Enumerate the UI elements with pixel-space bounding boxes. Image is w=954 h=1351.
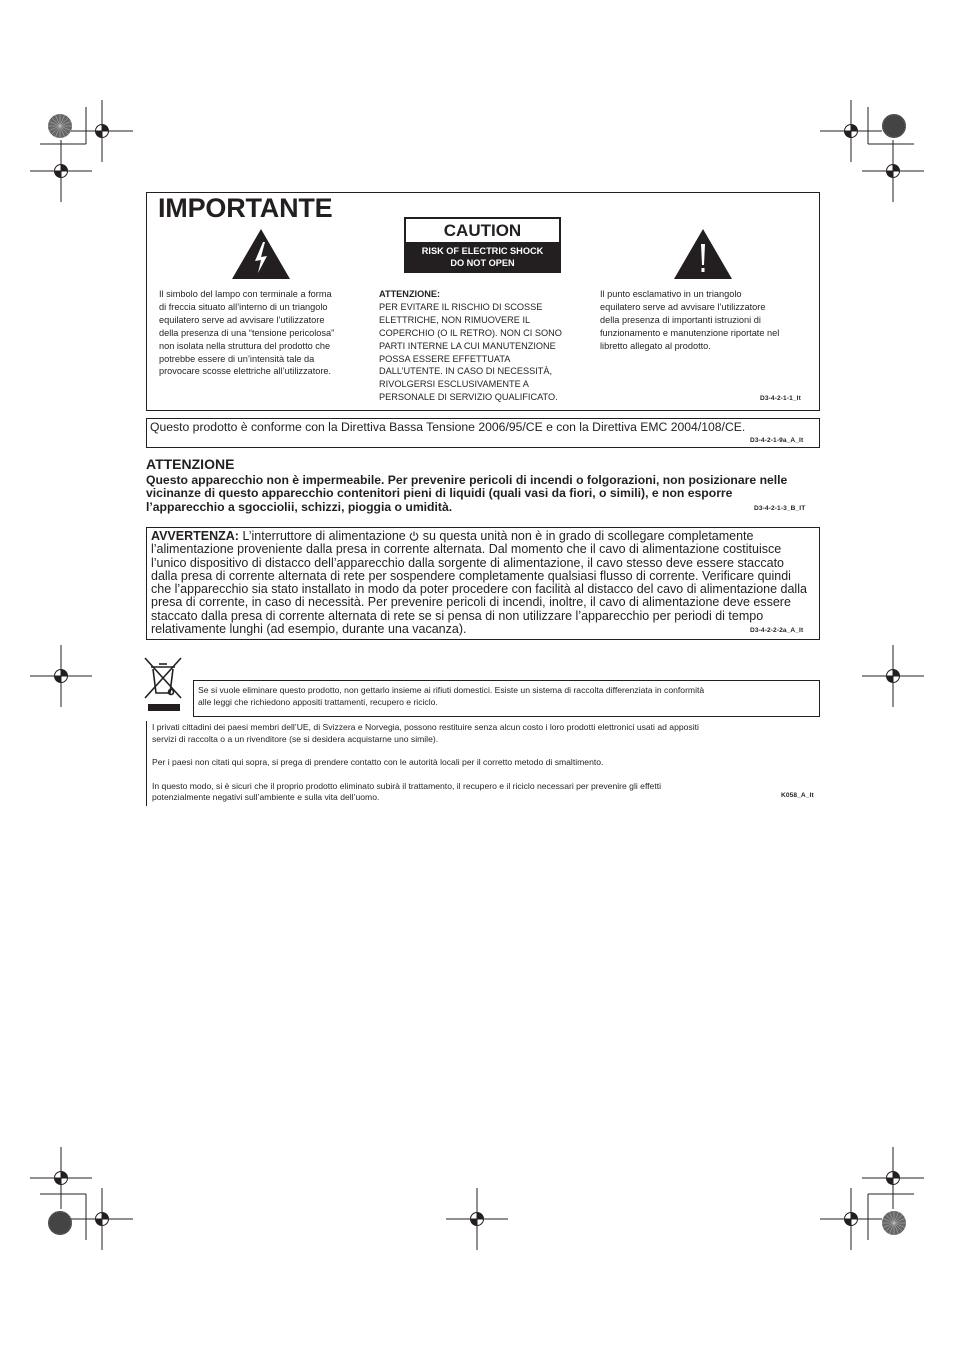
text-line: DALL’UTENTE. IN CASO DI NECESSITÀ, bbox=[379, 366, 553, 377]
reference-code: D3-4-2-1-3_B_IT bbox=[754, 505, 806, 512]
caution-heading: CAUTION bbox=[443, 221, 522, 240]
disposal-note bbox=[198, 685, 818, 708]
text-line: provocare scosse elettriche all’utilizzatore. bbox=[159, 366, 332, 377]
avvertenza-first-line bbox=[151, 530, 817, 543]
reference-code: D3-4-2-1-9a_A_It bbox=[750, 437, 804, 444]
caution-description bbox=[379, 288, 589, 404]
text-line: PARTI INTERNE LA CUI MANUTENZIONE bbox=[379, 340, 556, 351]
text-line: Se si vuole eliminare questo prodotto, non gettarlo insieme ai rifiuti domestici. Esiste un sistema di raccolta differenziata in conformità bbox=[198, 685, 705, 695]
text-line: Il simbolo del lampo con terminale a forma bbox=[159, 289, 332, 299]
disposal-text bbox=[152, 722, 820, 804]
reference-code: D3-4-2-2-2a_A_It bbox=[750, 627, 804, 634]
disposal-paragraph-1 bbox=[152, 722, 820, 745]
reference-code: K058_A_It bbox=[781, 792, 814, 799]
text-line: non isolata nella struttura del prodotto che bbox=[159, 340, 331, 351]
disposal-divider bbox=[146, 721, 147, 806]
text-line: servizi di raccolta o a un rivenditore (se si desidera acquistarne uno simile). bbox=[152, 733, 439, 744]
attenzione-text bbox=[146, 474, 826, 514]
text-line: I privati cittadini dei paesi membri dell’UE, di Svizzera e Norvegia, possono restituire senza alcun costo i loro prodotti elettronici usati ad appositi bbox=[152, 722, 699, 732]
text-line: equilatero serve ad avvisare l’utilizzatore bbox=[600, 301, 766, 312]
text-line: della presenza di importanti istruzioni di bbox=[600, 314, 761, 325]
text-line: POSSA ESSERE EFFETTUATA bbox=[379, 353, 511, 364]
text-line: PER EVITARE IL RISCHIO DI SCOSSE bbox=[379, 301, 543, 312]
text-line: equilatero serve ad avvisare l’utilizzatore bbox=[159, 314, 325, 325]
conformity-text: Questo prodotto è conforme con la Direttiva Bassa Tensione 2006/95/CE e con la Direttiva EMC 2004/108/CE. bbox=[150, 420, 746, 434]
text-line: che l’apparecchio sia stato installato in modo da poter procedere con facilità al distacco del cavo di alimentazione dalla bbox=[151, 582, 807, 597]
attenzione-heading: ATTENZIONE bbox=[146, 456, 235, 472]
lightning-warning-icon bbox=[231, 228, 291, 280]
text-line: COPERCHIO (O IL RETRO). NON CI SONO bbox=[379, 327, 562, 338]
text-line: staccato dalla presa di corrente alternata di rete se si pensa di non utilizzare l’apparecchio per periodi di tempo bbox=[151, 608, 764, 623]
crossed-bin-icon bbox=[142, 655, 186, 713]
text-line: della presenza di una “tensione pericolosa” bbox=[159, 327, 335, 338]
reference-code: D3-4-2-1-1_It bbox=[760, 395, 801, 402]
text-line: PERSONALE DI SERVIZIO QUALIFICATO. bbox=[379, 392, 558, 403]
caution-label bbox=[404, 217, 561, 273]
text-line: RIVOLGERSI ESCLUSIVAMENTE A bbox=[379, 379, 529, 390]
text-span: L’interruttore di alimentazione bbox=[242, 529, 406, 543]
power-icon bbox=[409, 531, 419, 541]
text-line: l’apparecchio a sgocciolii, schizzi, pioggia o umidità. bbox=[146, 499, 453, 514]
text-line: relativamente lunghi (ad esempio, durante una vacanza). bbox=[151, 622, 467, 637]
exclamation-description bbox=[600, 288, 815, 353]
text-line: l’alimentazione proveniente dalla presa in corrente alternata. Dal momento che il cavo di alimentazione costituisce bbox=[151, 542, 782, 557]
disposal-paragraph-2: Per i paesi non citati qui sopra, si prega di prendere contatto con le autorità locali per il corretto metodo di smaltimento. bbox=[152, 757, 604, 767]
text-line: potrebbe essere di un’intensità tale da bbox=[159, 353, 315, 364]
exclamation-warning-icon bbox=[673, 228, 733, 280]
text-line: presa di corrente, in caso di necessità. Per prevenire pericoli di incendi, inoltre, il cavo di alimentazione deve essere bbox=[151, 595, 791, 610]
text-line: funzionamento e manutenzione riportate nel bbox=[600, 327, 780, 338]
caution-line1: RISK OF ELECTRIC SHOCK bbox=[421, 246, 544, 256]
text-span: su questa unità non è in grado di scollegare completamente bbox=[422, 529, 754, 543]
text-line: alle leggi che richiedono appositi trattamenti, recupero e riciclo. bbox=[198, 696, 438, 707]
caution-text bbox=[406, 242, 559, 272]
avvertenza-label: AVVERTENZA: bbox=[151, 529, 239, 543]
page-title: IMPORTANTE bbox=[158, 193, 333, 223]
text-line: vicinanze di questo apparecchio contenitori pieni di liquidi (quali vasi da fiori, o simili), e non esporre bbox=[146, 486, 733, 501]
text-line: potenzialmente negativi sull’ambiente e sulla vita dell’uomo. bbox=[152, 792, 380, 802]
text-line: In questo modo, si è sicuri che il proprio prodotto eliminato subirà il trattamento, il recupero e il riciclo necessari per prevenire gli effetti bbox=[152, 780, 662, 791]
text-line: Il punto esclamativo in un triangolo bbox=[600, 289, 742, 299]
disposal-paragraph-3 bbox=[152, 781, 820, 804]
avvertenza-text bbox=[151, 530, 817, 636]
text-line: di freccia situato all’interno di un triangolo bbox=[159, 301, 328, 312]
text-line: libretto allegato al prodotto. bbox=[600, 340, 711, 351]
text-line: dalla presa di corrente alternata di rete per sospendere completamente qualsiasi flusso di corrente. Verificare quindi bbox=[151, 568, 791, 583]
caution-line2: DO NOT OPEN bbox=[450, 258, 515, 268]
text-line: l’unico dispositivo di distacco dell’apparecchio dalla sorgente di alimentazione, il cavo stesso deve essere staccato bbox=[151, 555, 784, 570]
caution-description-heading: ATTENZIONE: bbox=[379, 289, 441, 299]
text-line: ELETTRICHE, NON RIMUOVERE IL bbox=[379, 314, 531, 325]
lightning-description bbox=[159, 288, 374, 378]
text-line: Questo apparecchio non è impermeabile. Per prevenire pericoli di incendi o folgorazioni, non posizionare nelle bbox=[146, 473, 788, 487]
